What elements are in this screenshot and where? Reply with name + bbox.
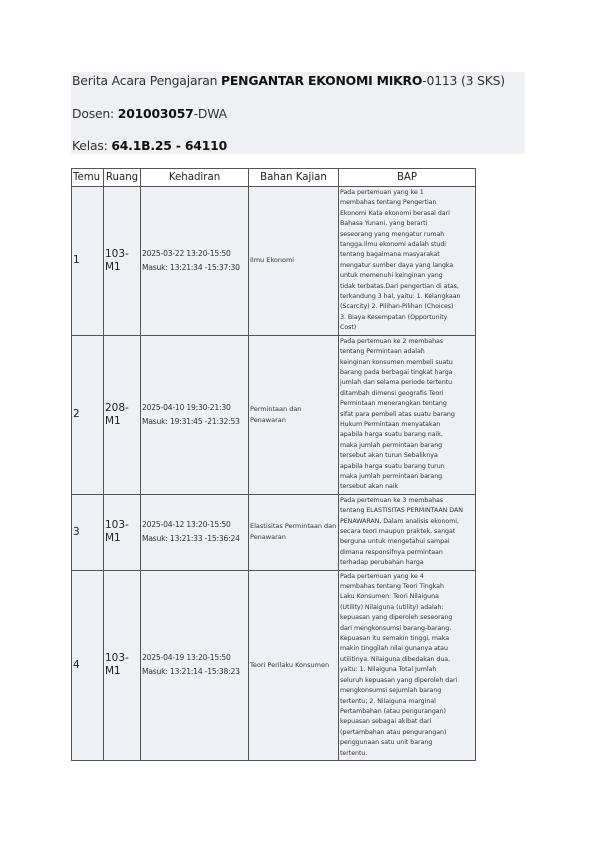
column-header-bap: BAP xyxy=(339,169,476,187)
bap-text-line: tertentu. xyxy=(340,749,368,757)
cell-bap xyxy=(339,570,476,760)
cell-bahan-kajian: Ilmu Ekonomi xyxy=(249,187,339,336)
title-prefix: Berita Acara Pengajaran xyxy=(72,73,222,88)
bap-text-line: Pada pertemuan ke 2 membahas xyxy=(340,337,444,345)
cell-bap xyxy=(339,335,476,494)
table-header-row xyxy=(72,169,476,187)
bap-text-line: seseorang yang mengatur rumah xyxy=(340,230,445,238)
bap-text-line: Hukum Permintaan menyatakan xyxy=(340,420,441,428)
cell-bahan-kajian: Permintaan dan Penawaran xyxy=(249,335,339,494)
cell-temu: 1 xyxy=(72,187,104,336)
bap-text-line: tidak terbatas.Dari pengertian di atas, xyxy=(340,282,459,290)
class-label: Kelas: xyxy=(72,138,112,153)
class-code: 64.1B.25 - 64110 xyxy=(111,138,227,153)
bap-text-line: Pada pertemuan yang ke 1 xyxy=(340,189,424,196)
cell-temu: 2 xyxy=(72,335,104,494)
schedule-time: 2025-04-12 13:20-15:50 xyxy=(142,520,231,530)
bap-text-line: membahas tentang Teori Tingkah xyxy=(340,583,444,591)
bap-text-line: kepuasan sebagai akibat dari xyxy=(340,718,432,726)
bap-text-line: maka jumlah permintaan barang xyxy=(340,441,443,449)
lecturer-label: Dosen: xyxy=(72,106,118,121)
bap-text-line: makin tinggilah nilai gunanya atau xyxy=(340,645,448,653)
bap-text-line: (pertambahan atau pengurangan) xyxy=(340,728,447,736)
bap-text-line: utilitinya. Nilaiguna dibedakan dua, xyxy=(340,655,451,663)
bap-text-line: Bahasa Yunani, yang berarti xyxy=(340,220,428,228)
bap-text-line: dari mengkonsumsi barang-barang. xyxy=(340,624,452,632)
column-header-temu: Temu xyxy=(72,169,104,187)
bap-text-line: dimana responsifnya permintaan xyxy=(340,548,443,556)
schedule-time: 2025-04-10 19:30-21:30 xyxy=(142,402,231,412)
report-title xyxy=(72,73,505,88)
checkin-time: Masuk: 13:21:14 -15:38:23 xyxy=(142,667,240,677)
bap-text-line: mengatur sumber daya yang langka xyxy=(340,261,454,269)
bap-text-line: apabila harga suatu barang turun xyxy=(340,462,445,470)
lecturer-line xyxy=(72,106,227,121)
bap-text-line: Pertambahan (atau pengurangan) xyxy=(340,707,446,715)
bap-text-line: 3. Biaya Kesempatan (Opportunity xyxy=(340,313,448,321)
bap-text-line: (Utility) Nilaiguna (utility) adalah: xyxy=(340,603,444,611)
column-header-bahan-kajian: Bahan Kajian xyxy=(249,169,339,187)
column-header-ruang: Ruang xyxy=(104,169,141,187)
bap-text-line: Laku Konsumen: Teori Nilaiguna xyxy=(340,593,439,601)
class-line xyxy=(72,138,227,153)
bap-text-line: tentang ELASTISITAS PERMINTAAN DAN xyxy=(340,507,463,515)
cell-ruang: 103-M1 xyxy=(104,187,141,336)
checkin-time: Masuk: 13:21:34 -15:37:30 xyxy=(142,262,240,272)
cell-bahan-kajian: Elastisitas Permintaan dan Penawaran xyxy=(249,494,339,570)
bap-text-line: sifat para pembeli atas suatu barang xyxy=(340,410,455,418)
table-row xyxy=(72,570,476,760)
bap-text-line: untuk memenuhi keinginan yang xyxy=(340,272,443,280)
bap-text-line: kepuasan yang diperoleh seseorang xyxy=(340,614,453,622)
cell-kehadiran xyxy=(141,187,249,336)
bap-text-line: PENAWARAN, Dalam analisis ekonomi, xyxy=(340,517,459,525)
bap-text-line: Ekonomi Kata ekonomi berasal dari xyxy=(340,209,450,217)
cell-bap xyxy=(339,187,476,336)
bap-text-line: tersebut akan turun Sebaliknya xyxy=(340,452,438,460)
bap-text-line: tersebut akan naik xyxy=(340,483,399,491)
bap-text-line: (Scarcity) 2. Pilihan-Pilihan (Choices) xyxy=(340,303,454,311)
cell-ruang: 208-M1 xyxy=(104,335,141,494)
column-header-kehadiran: Kehadiran xyxy=(141,169,249,187)
bap-text-line: terkandung 3 hal, yaitu: 1. Kelangkaan xyxy=(340,293,461,301)
course-code-sks: -0113 (3 SKS) xyxy=(422,73,505,88)
cell-kehadiran xyxy=(141,494,249,570)
bap-text-line: tertentu; 2. Nilaiguna marginal xyxy=(340,697,436,705)
cell-temu: 3 xyxy=(72,494,104,570)
cell-temu: 4 xyxy=(72,570,104,760)
schedule-time: 2025-03-22 13:20-15:50 xyxy=(142,248,231,258)
cell-ruang: 103-M1 xyxy=(104,494,141,570)
bap-text-line: maka jumlah permintaan barang xyxy=(340,472,443,480)
cell-bap xyxy=(339,494,476,570)
bap-text-line: ditambah dimensi geografis Teori xyxy=(340,389,444,397)
cell-kehadiran xyxy=(141,570,249,760)
cell-ruang: 103-M1 xyxy=(104,570,141,760)
bap-text-line: mengkonsumsi sejumlah barang xyxy=(340,687,442,695)
bap-text-line: penggunaan satu unit barang xyxy=(340,739,433,747)
bap-text-line: Pada pertemuan yang ke 4 xyxy=(340,572,424,580)
bap-text-line: membahas tentang Pengertian xyxy=(340,199,437,207)
bap-text-line: Cost) xyxy=(340,324,357,332)
table-row xyxy=(72,187,476,336)
bap-text-line: Kepuasan itu semakin tinggi, maka xyxy=(340,635,450,643)
checkin-time: Masuk: 13:21:33 -15:36:24 xyxy=(142,534,240,544)
table-row xyxy=(72,335,476,494)
bap-text-line: Permintaan menerangkan tentang xyxy=(340,400,447,408)
bap-text-line: barang pada berbagai tingkat harga xyxy=(340,368,453,376)
bap-text-line: tentang bagaimana masyarakat xyxy=(340,251,440,259)
bap-text-line: seluruh kepuasan yang diperoleh dari xyxy=(340,676,458,684)
cell-kehadiran xyxy=(141,335,249,494)
schedule-time: 2025-04-19 13:20-15:50 xyxy=(142,653,231,663)
lecturer-id: 201003057 xyxy=(117,106,194,121)
bap-text-line: tangga.Ilmu ekonomi adalah studi xyxy=(340,241,446,249)
table-row xyxy=(72,494,476,570)
bap-text-line: keinginan konsumen membeli suatu xyxy=(340,358,453,366)
bap-text-line: secara teori maupun praktek, sangat xyxy=(340,528,456,535)
course-name: PENGANTAR EKONOMI MIKRO xyxy=(221,73,423,88)
bap-text-line: terhadap perubahan harga xyxy=(340,559,424,567)
attendance-table xyxy=(71,168,476,761)
bap-text-line: Pada pertemuan ke 3 membahas xyxy=(340,496,444,504)
bap-text-line: tentang Permintaan adalah xyxy=(340,348,425,356)
bap-text-line: jumlah dan selama periode tertentu xyxy=(340,379,453,387)
bap-text-line: yaitu: 1. Nilaiguna Total Jumlah xyxy=(340,666,437,674)
lecturer-code: -DWA xyxy=(193,106,227,121)
bap-text-line: berguna untuk mengetahui sampai xyxy=(340,538,450,546)
bap-text-line: apabila harga suatu barang naik, xyxy=(340,431,443,439)
checkin-time: Masuk: 19:31:45 -21:32:53 xyxy=(142,416,240,426)
cell-bahan-kajian: Teori Perilaku Konsumen xyxy=(249,570,339,760)
